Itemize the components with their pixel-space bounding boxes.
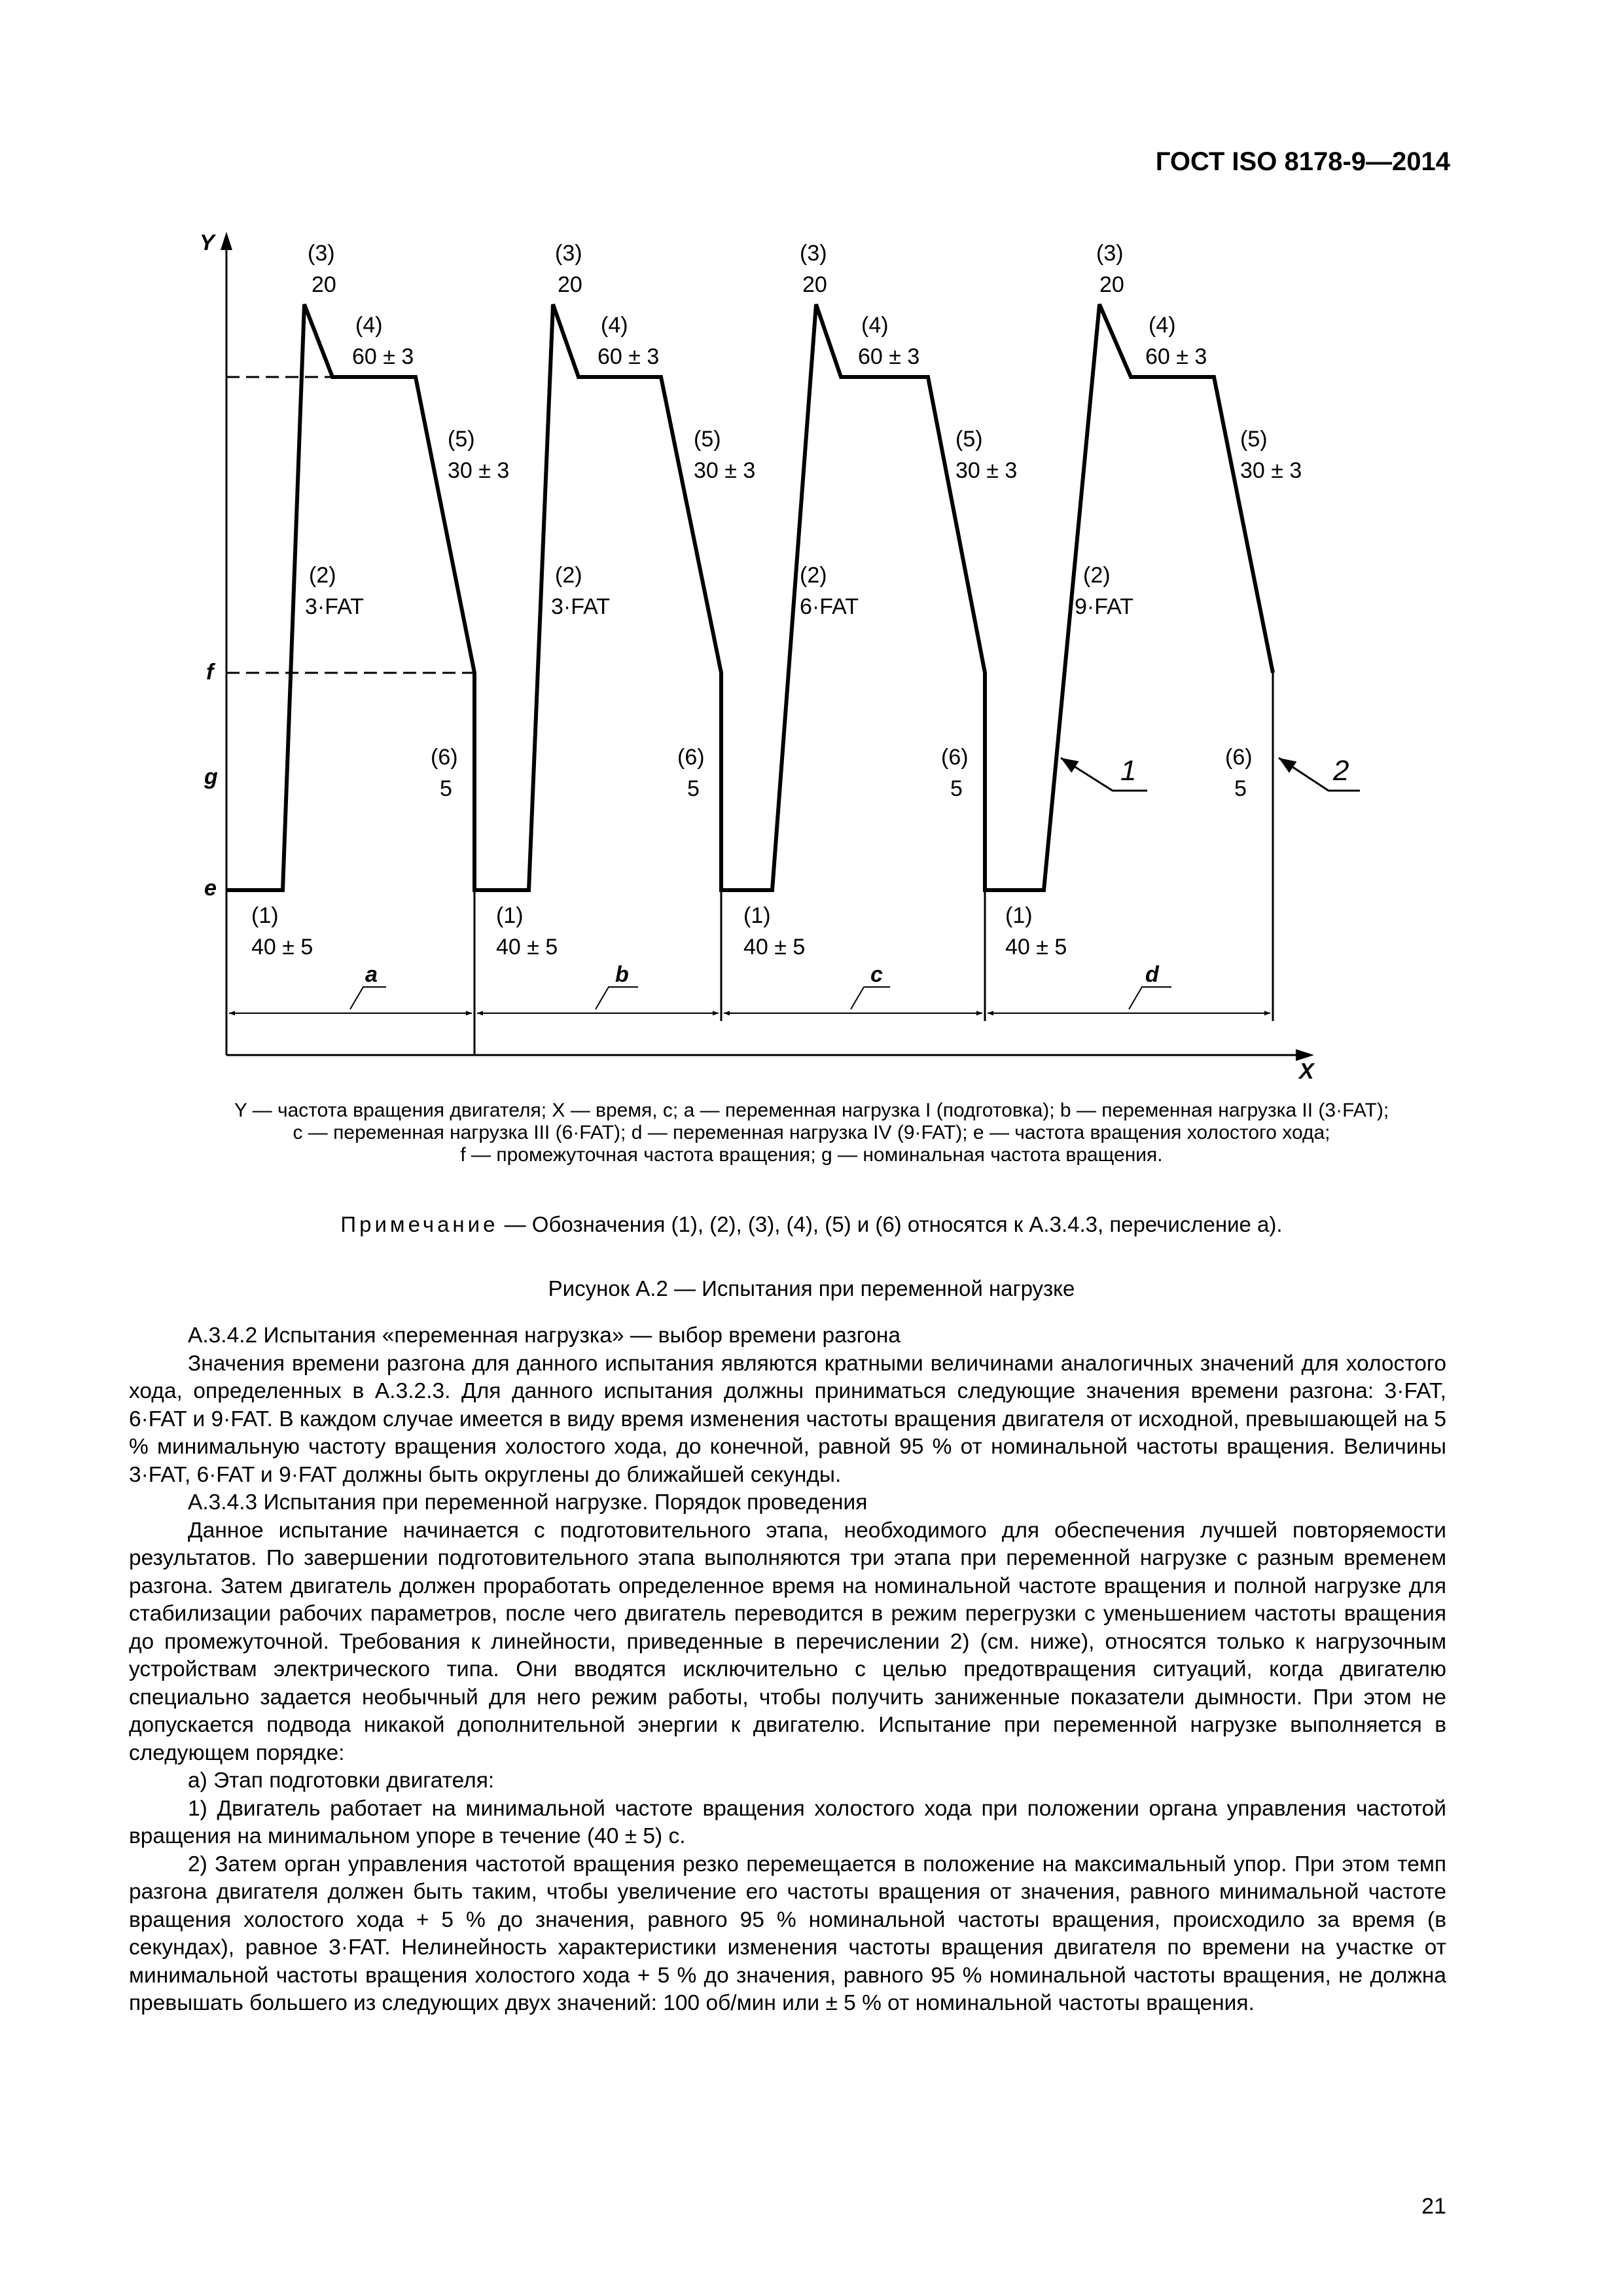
phase-5-number: (5) xyxy=(694,427,721,452)
phase-4-number: (4) xyxy=(355,313,383,338)
phase-3-value: 20 xyxy=(1099,272,1124,297)
phase-1-number: (1) xyxy=(496,903,524,928)
cycle-label-a: a xyxy=(365,962,378,987)
phase-4-number: (4) xyxy=(601,313,628,338)
phase-6-value: 5 xyxy=(950,776,963,801)
phase-2-value: 9·FAT xyxy=(1075,594,1134,619)
level-label-g: g xyxy=(204,764,218,789)
phase-1-number: (1) xyxy=(1005,903,1033,928)
note-text: — Обозначения (1), (2), (3), (4), (5) и (6) относятся к А.3.4.3, перечисление а). xyxy=(498,1212,1283,1236)
leader-b xyxy=(596,987,638,1009)
cycle-label-d: d xyxy=(1145,962,1159,987)
phase-6-number: (6) xyxy=(431,745,458,770)
section-heading: А.3.4.3 Испытания при переменной нагрузке. Порядок проведения xyxy=(188,1490,868,1515)
y-axis-arrow xyxy=(221,232,232,250)
phase-1-number: (1) xyxy=(743,903,771,928)
leader-d xyxy=(1129,987,1171,1009)
figure-note xyxy=(0,1212,1623,1237)
phase-4-value: 60 ± 3 xyxy=(597,344,660,369)
reference-number-1: 1 xyxy=(1120,755,1137,787)
phase-4-number: (4) xyxy=(861,313,889,338)
phase-3-value: 20 xyxy=(312,272,336,297)
phase-3-number: (3) xyxy=(800,241,827,266)
phase-6-number: (6) xyxy=(1225,745,1253,770)
phase-5-number: (5) xyxy=(1240,427,1268,452)
legend-line: f — промежуточная частота вращения; g — номинальная частота вращения. xyxy=(460,1144,1163,1166)
phase-6-number: (6) xyxy=(677,745,705,770)
variable-load-test-diagram xyxy=(0,0,1623,1100)
paragraph: Значения времени разгона для данного испытания являются кратными величинами аналогичных значений для холостого хода, определенных в А.3.2.3. Для данного испытания должны приниматься следующие значения времени разгона: 3·FAT, 6·FAT и 9·FAT. В каждом случае имеется в виду время изменения частоты вращения двигателя от исходной, превышающей на 5 % минимальную частоту вращения холостого хода, до конечной, равной 95 % от номинальной частоты вращения. Величины 3·FAT, 6·FAT и 9·FAT должны быть округлены до ближайшей секунды. xyxy=(129,1351,1446,1487)
note-prefix: Примечание xyxy=(340,1212,499,1236)
phase-1-value: 40 ± 5 xyxy=(496,935,558,960)
phase-2-value: 6·FAT xyxy=(800,594,859,619)
phase-4-value: 60 ± 3 xyxy=(858,344,920,369)
phase-4-value: 60 ± 3 xyxy=(352,344,414,369)
paragraph: Данное испытание начинается с подготовительного этапа, необходимого для обеспечения лучшей повторяемости результатов. По завершении подготовительного этапа выполняются три этапа при переменной нагрузке с разным временем разгона. Затем двигатель должен проработать определенное время на номинальной частоте вращения и полной нагрузке для стабилизации рабочих параметров, после чего двигатель переводится в режим перегрузки с уменьшением частоты вращения до промежуточной. Требования к линейности, приведенные в перечислении 2) (см. ниже), относятся только к нагрузочным устройствам электрического типа. Они вводятся исключительно с целью предотвращения ситуаций, когда двигателю специально задается необычный для него режим работы, чтобы получить заниженные показатели дымности. При этом не допускается подвода никакой дополнительной энергии к двигателю. Испытание при переменной нагрузке выполняется в следующем порядке: xyxy=(129,1518,1446,1765)
phase-3-number: (3) xyxy=(308,241,335,266)
phase-1-number: (1) xyxy=(251,903,279,928)
paragraph: а) Этап подготовки двигателя: xyxy=(188,1768,495,1793)
y-axis-label: Y xyxy=(200,230,215,255)
phase-6-value: 5 xyxy=(1234,776,1247,801)
phase-3-number: (3) xyxy=(555,241,582,266)
phase-5-value: 30 ± 3 xyxy=(694,458,756,483)
phase-6-value: 5 xyxy=(687,776,700,801)
phase-3-value: 20 xyxy=(802,272,827,297)
level-label-e: e xyxy=(204,876,217,901)
phase-1-value: 40 ± 5 xyxy=(1005,935,1067,960)
phase-5-number: (5) xyxy=(448,427,475,452)
phase-2-value: 3·FAT xyxy=(305,594,365,619)
x-axis-label: X xyxy=(1299,1059,1314,1084)
level-label-f: f xyxy=(206,660,214,685)
phase-1-value: 40 ± 5 xyxy=(251,935,313,960)
body-text xyxy=(129,1322,1446,2018)
cycle-label-c: c xyxy=(870,962,883,987)
phase-5-number: (5) xyxy=(955,427,983,452)
paragraph: 1) Двигатель работает на минимальной частоте вращения холостого хода при положении органа управления частотой вращения на минимальном упоре в течение (40 ± 5) с. xyxy=(129,1796,1446,1848)
leader-c xyxy=(851,987,890,1009)
phase-6-value: 5 xyxy=(440,776,452,801)
page-number: 21 xyxy=(1421,2194,1446,2219)
leader-a xyxy=(350,987,386,1009)
legend-line: Y — частота вращения двигателя; X — время, с; a — переменная нагрузка I (подготовка); b — переменная нагрузка II (3·FAT); xyxy=(234,1100,1389,1121)
figure-legend xyxy=(124,1100,1499,1166)
paragraph: 2) Затем орган управления частотой вращения резко перемещается в положение на максимальный упор. При этом темп разгона двигателя должен быть таким, чтобы увеличение его частоты вращения от значения, равного минимальной частоте вращения холостого хода + 5 % до значения, равного 95 % номинальной частоты вращения, происходило за время (в секундах), равное 3·FAT. Нелинейность характеристики изменения частоты вращения двигателя по времени на участке от минимальной частоты вращения холостого хода + 5 % до значения, равного 95 % номинальной частоты вращения, не должна превышать большего из следующих двух значений: 100 об/мин или ± 5 % от номинальной частоты вращения. xyxy=(129,1852,1446,2015)
section-heading: А.3.4.2 Испытания «переменная нагрузка» — выбор времени разгона xyxy=(188,1323,901,1348)
phase-2-number: (2) xyxy=(309,563,336,588)
phase-2-number: (2) xyxy=(800,563,827,588)
document-header: ГОСТ ISO 8178-9—2014 xyxy=(1155,147,1450,176)
phase-3-value: 20 xyxy=(558,272,582,297)
phase-5-value: 30 ± 3 xyxy=(448,458,510,483)
figure-caption: Рисунок А.2 — Испытания при переменной нагрузке xyxy=(548,1276,1075,1300)
legend-line: c — переменная нагрузка III (6·FAT); d — переменная нагрузка IV (9·FAT); e — частота вращения холостого хода; xyxy=(293,1122,1330,1143)
phase-6-number: (6) xyxy=(941,745,969,770)
phase-2-number: (2) xyxy=(555,563,582,588)
phase-5-value: 30 ± 3 xyxy=(955,458,1018,483)
phase-2-number: (2) xyxy=(1083,563,1111,588)
phase-1-value: 40 ± 5 xyxy=(743,935,806,960)
phase-2-value: 3·FAT xyxy=(551,594,611,619)
phase-4-value: 60 ± 3 xyxy=(1145,344,1207,369)
phase-3-number: (3) xyxy=(1096,241,1124,266)
reference-number-2: 2 xyxy=(1333,755,1349,787)
cycle-label-b: b xyxy=(615,962,629,987)
phase-5-value: 30 ± 3 xyxy=(1240,458,1302,483)
phase-4-number: (4) xyxy=(1149,313,1176,338)
